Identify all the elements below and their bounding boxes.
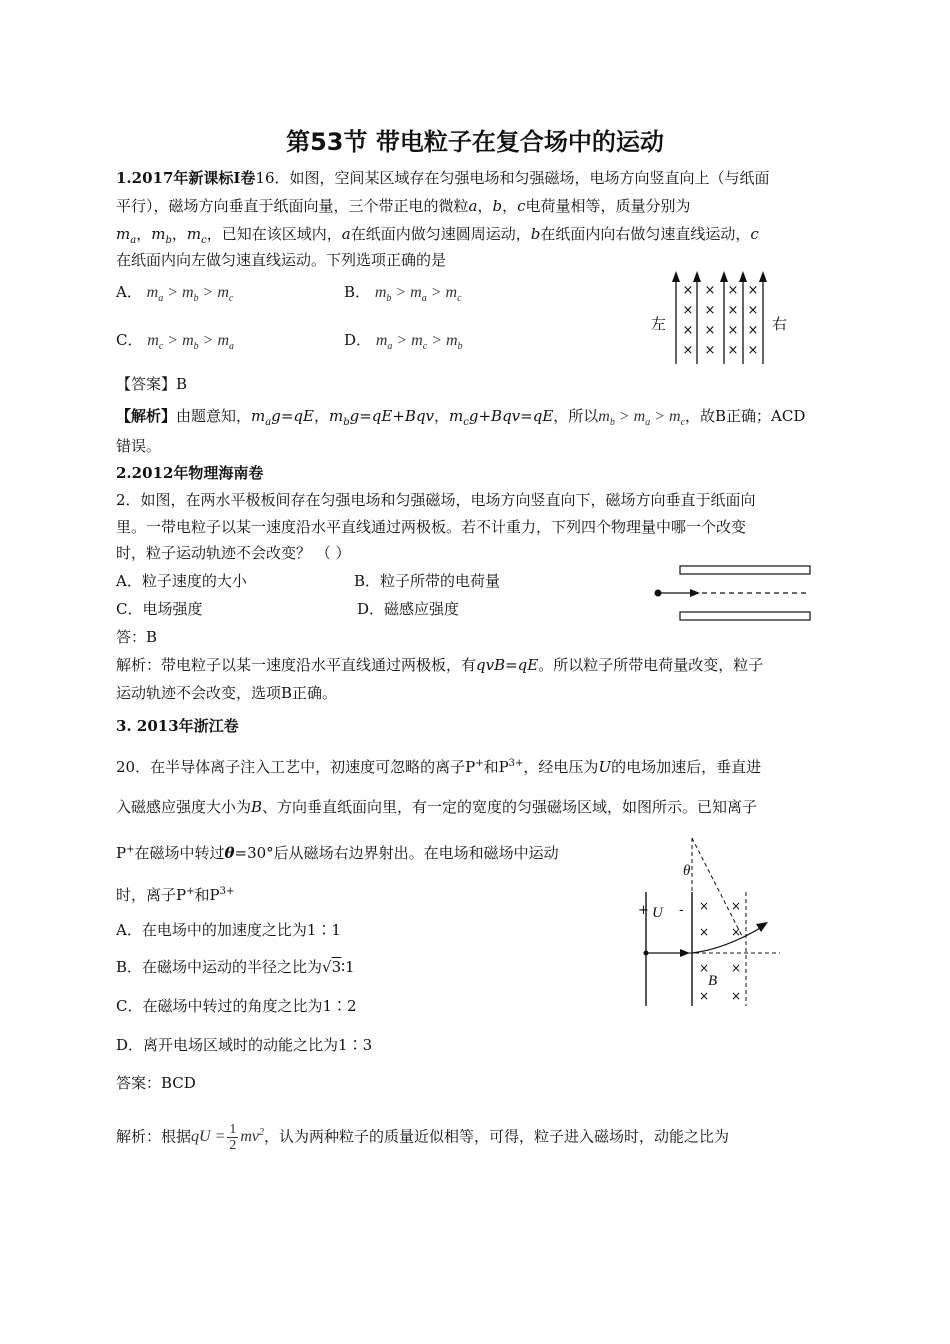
q1-analysis-end: 错误。 (116, 437, 162, 455)
svg-text:+: + (638, 903, 649, 918)
q2-option-a: A．粒子速度的大小 (116, 572, 247, 590)
q3-ion-figure (630, 832, 780, 1010)
q3-line1: 20．在半导体离子注入工艺中，初速度可忽略的离子P+和$P^{3+}$，经电压为U的电场加速后，垂直进 (116, 758, 762, 776)
q2-analysis: 解析：带电粒子以某一速度沿水平直线通过两极板，有qvB=qE。所以粒子所带电荷量改变，粒子 (116, 656, 764, 674)
q2-answer: 答：B (116, 628, 158, 646)
svg-text:×: × (682, 303, 694, 318)
q1-line1: 1.2017年新课标I卷16．如图，空间某区域存在匀强电场和匀强磁场，电场方向竖直向上（与纸面 (116, 169, 770, 187)
svg-text:×: × (727, 283, 739, 298)
svg-text:×: × (698, 925, 710, 939)
q1-fig-right-label: 右 (772, 315, 788, 333)
svg-text:×: × (682, 283, 694, 298)
svg-text:×: × (727, 303, 739, 318)
q1-option-b: B． $m_b > m_a > m_c$ (344, 283, 462, 305)
svg-text:×: × (730, 989, 742, 1003)
q3-line4: 时，离子P+和$P^{3+}$ (116, 886, 235, 904)
svg-text:×: × (704, 323, 716, 338)
q2-line1: 2．如图，在两水平极板间存在匀强电场和匀强磁场，电场方向竖直向下，磁场方向垂直于纸面向 (116, 491, 756, 509)
svg-text:×: × (704, 303, 716, 318)
q2-line2: 里。一带电粒子以某一速度沿水平直线通过两极板。若不计重力，下列四个物理量中哪一个改变 (116, 518, 747, 536)
q1-header: 1.2017年新课标I卷 (116, 169, 256, 187)
q2-plates-figure (650, 560, 815, 630)
page-title: 第53节 带电粒子在复合场中的运动 (286, 128, 664, 156)
q3-option-b: B．在磁场中运动的半径之比为√3∶1 (116, 958, 355, 976)
svg-text:×: × (727, 323, 739, 338)
q3-fig-u-label: U (652, 905, 663, 921)
svg-text:×: × (682, 323, 694, 338)
q1-option-d: D． $m_a > m_c > m_b$ (344, 331, 463, 353)
q3-option-a: A．在电场中的加速度之比为1∶1 (116, 921, 341, 939)
q2-header: 2.2012年物理海南卷 (116, 464, 264, 482)
svg-text:×: × (747, 303, 759, 318)
q1-line3: $m_a$，$m_b$，$m_c$，已知在该区域内，a在纸面内做匀速圆周运动，b在纸面内向右做匀速直线运动，c (116, 225, 759, 246)
q2-analysis-end: 运动轨迹不会改变，选项B正确。 (116, 684, 338, 702)
q2-option-b: B．粒子所带的电荷量 (354, 572, 501, 590)
q1-option-c: C． $m_c > m_b > m_a$ (116, 331, 234, 353)
svg-text:×: × (704, 343, 716, 358)
svg-text:×: × (730, 925, 742, 939)
q3-option-d: D．离开电场区域时的动能之比为1∶3 (116, 1036, 373, 1054)
svg-text:×: × (698, 989, 710, 1003)
svg-text:×: × (704, 283, 716, 298)
svg-text:×: × (727, 343, 739, 358)
svg-text:-: - (679, 903, 684, 918)
q1-answer: 【答案】B (116, 375, 188, 393)
q2-option-c: C．电场强度 (116, 600, 203, 618)
svg-text:×: × (682, 343, 694, 358)
svg-text:×: × (730, 899, 742, 913)
q3-option-c: C．在磁场中转过的角度之比为1∶2 (116, 997, 357, 1015)
svg-text:×: × (747, 343, 759, 358)
q1-line4: 在纸面内向左做匀速直线运动。下列选项正确的是 (116, 251, 447, 269)
q3-fig-b-label: B (708, 973, 718, 989)
q3-analysis: 解析：根据qU = $\frac{1}{2}$ $mv^2$，认为两种粒子的质量近似相等，可得，粒子进入磁场时，动能之比为 (116, 1122, 730, 1153)
svg-text:×: × (747, 323, 759, 338)
q1-field-figure (648, 268, 798, 368)
svg-text:×: × (698, 899, 710, 913)
q2-option-d: D．磁感应强度 (357, 600, 460, 618)
q1-analysis: 【解析】由题意知，$m_ag=qE$，$m_bg=qE+Bqv$，$m_cg+Bqv=qE$，所以$m_b > m_a > m_c$，故B正确；ACD (116, 407, 806, 429)
svg-text:×: × (730, 961, 742, 975)
q3-header: 3. 2013年浙江卷 (116, 717, 239, 735)
q1-fig-left-label: 左 (651, 315, 667, 333)
q2-line3: 时，粒子运动轨迹不会改变？ （ ） (116, 544, 351, 562)
svg-text:×: × (747, 283, 759, 298)
q3-answer: 答案：BCD (116, 1074, 196, 1092)
q1-option-a: A． $m_a > m_b > m_c$ (116, 283, 234, 305)
q3-fig-theta-label: θ (683, 863, 691, 879)
svg-text:×: × (698, 961, 710, 975)
q3-line3: P+在磁场中转过θ=30°后从磁场右边界射出。在电场和磁场中运动 (116, 844, 559, 862)
q3-line2: 入磁感应强度大小为B、方向垂直纸面向里，有一定的宽度的匀强磁场区域，如图所示。已知离子 (116, 798, 758, 816)
q1-line2: 平行），磁场方向垂直于纸面向量，三个带正电的微粒a，b，c电荷量相等，质量分别为 (116, 197, 691, 215)
